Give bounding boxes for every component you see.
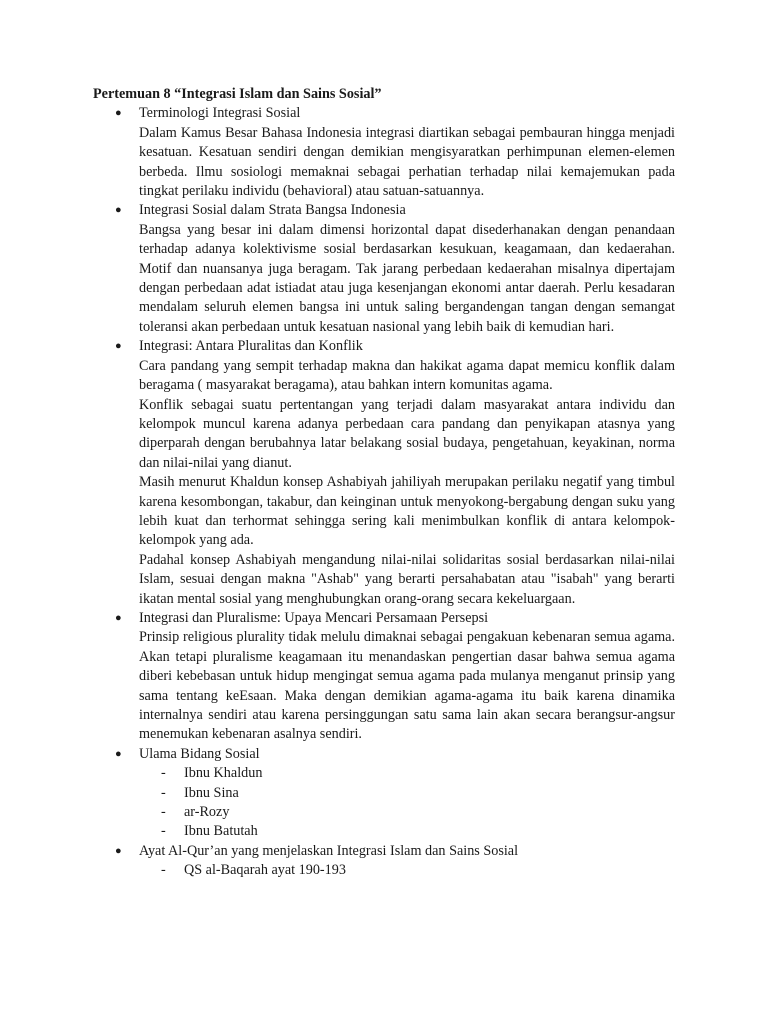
dash-icon: -: [161, 804, 166, 821]
bullet-icon: ●: [115, 107, 122, 120]
section-paragraph: Bangsa yang besar ini dalam dimensi horizontal dapat disederhanakan dengan penandaan terhadap adanya kolektivisme sosial berdasarkan kesukuan, keagamaan, dan kedaerahan. Motif dan nuansanya juga beragam. Tak jarang perbedaan kedaerahan misalnya dipertajam dengan perbedaan adat istiadat atau juga kesenjangan ekonomi antar daerah. Perlu kesadaran mendalam seluruh elemen bangsa ini untuk saling bergandengan tangan dengan semangat toleransi akan perbedaan untuk kesatuan nasional yang lebih baik di kemudian hari.: [139, 221, 675, 335]
list-item-text: QS al-Baqarah ayat 190-193: [184, 862, 346, 879]
section-paragraph: Masih menurut Khaldun konsep Ashabiyah jahiliyah merupakan perilaku negatif yang timbul karena kesombongan, takabur, dan keinginan untuk menyokong-bergabung dengan suku yang lebih kuat dan terhormat sehingga sering kali menimbulkan konflik di antara kelompok-kelompok yang ada.: [139, 474, 675, 549]
section-paragraph: Dalam Kamus Besar Bahasa Indonesia integrasi diartikan sebagai pembauran hingga menjadi kesatuan. Kesatuan sendiri dengan demikian mengisyaratkan perhimpunan elemen-elemen berbeda. Ilmu sosiologi memaknai sebagai perhatian terhadap nilai kemajemukan pada tingkat perilaku individu (behavioral) atau satuan-satuannya.: [139, 124, 675, 200]
bullet-icon: ●: [115, 204, 122, 217]
bullet-icon: ●: [115, 611, 122, 624]
ulama-list: [139, 764, 675, 842]
bullet-icon: ●: [115, 747, 122, 760]
list-item: [139, 803, 675, 822]
dash-icon: -: [161, 784, 166, 801]
list-item-text: Ibnu Khaldun: [184, 765, 263, 782]
section-heading: Ayat Al-Qur’an yang menjelaskan Integrasi Islam dan Sains Sosial: [139, 842, 519, 859]
section-heading: Terminologi Integrasi Sosial: [139, 105, 301, 122]
section-paragraph: Cara pandang yang sempit terhadap makna dan hakikat agama dapat memicu konflik dalam beragama ( masyarakat beragama), atau bahkan intern komunitas agama.: [139, 357, 675, 394]
section-heading: Integrasi Sosial dalam Strata Bangsa Indonesia: [139, 202, 406, 219]
list-item-text: Ibnu Sina: [184, 784, 239, 801]
section-paragraph: Padahal konsep Ashabiyah mengandung nilai-nilai solidaritas sosial berdasarkan nilai-nilai Islam, sesuai dengan makna "Ashab" yang berarti persahabatan atau "isabah" yang berarti ikatan mental sosial yang menghubungkan orang-orang secara kekeluargaan.: [139, 551, 675, 607]
document-title: Pertemuan 8 “Integrasi Islam dan Sains Sosial”: [93, 86, 382, 102]
list-item-text: ar-Rozy: [184, 804, 230, 821]
section-heading: Ulama Bidang Sosial: [139, 745, 260, 762]
list-item-text: Ibnu Batutah: [184, 823, 258, 840]
list-item: [139, 861, 675, 880]
section-heading: Integrasi dan Pluralisme: Upaya Mencari Persamaan Persepsi: [139, 609, 489, 626]
section-paragraph: Prinsip religious plurality tidak melulu dimaknai sebagai pengakuan kebenaran semua agama. Akan tetapi pluralisme keagamaan itu menandaskan pengertian dasar bahwa semua agama diberi kebebasan untuk hidup mengingat semua agama pada mulanya menganut prinsip yang sama tentang keEsaan. Maka dengan demikian agama-agama itu baik karena dinamika internalnya sendiri atau karena persinggungan satu sama lain akan secara berangsur-angsur menemukan kebenaran asalnya sendiri.: [139, 629, 675, 743]
dash-icon: -: [161, 862, 166, 879]
section-strata-bangsa: [93, 201, 675, 337]
section-ayat: [93, 842, 675, 881]
list-item: [139, 764, 675, 783]
section-paragraph: Konflik sebagai suatu pertentangan yang terjadi dalam masyarakat antara individu dan kelompok muncul karena adanya perbedaan cara pandang dan penyikapan atasnya yang diperparah dengan berubahnya latar belakang sosial budaya, pengetahuan, keyakinan, norma dan nilai-nilai yang dianut.: [139, 396, 675, 471]
section-pluralisme: [93, 609, 675, 745]
section-pluralitas-konflik: [93, 337, 675, 609]
list-item: [139, 822, 675, 841]
section-ulama: [93, 745, 675, 842]
dash-icon: -: [161, 823, 166, 840]
bullet-icon: ●: [115, 844, 122, 857]
document-page: [93, 85, 675, 881]
section-terminologi: [93, 104, 675, 201]
dash-icon: -: [161, 765, 166, 782]
list-item: [139, 784, 675, 803]
section-heading: Integrasi: Antara Pluralitas dan Konflik: [139, 338, 363, 355]
ayat-list: [139, 861, 675, 880]
bullet-icon: ●: [115, 340, 122, 353]
